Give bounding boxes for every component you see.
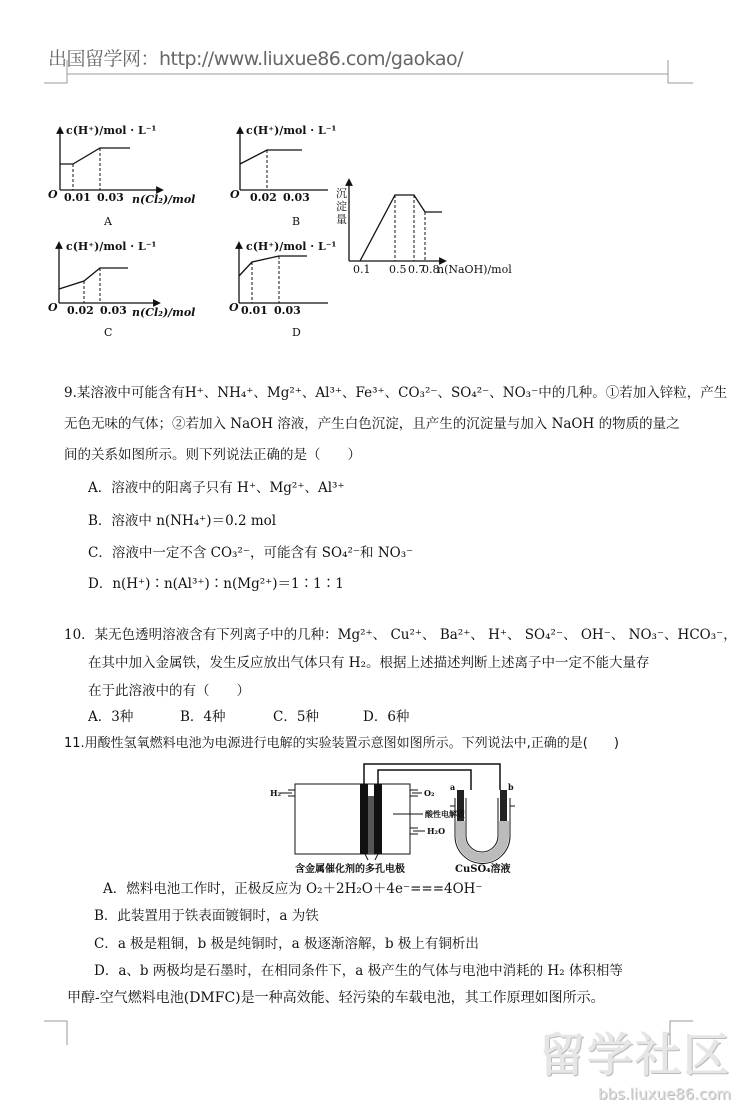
graph-c-caption: C [104,326,113,339]
graph-a-origin: O [48,188,58,201]
graph-d-y-label: c(H⁺)/mol · L⁻¹ [246,240,337,253]
graph-c-tick: 0.03 [100,304,127,317]
graph-c [59,245,157,303]
graph-a-x-label: n(Cl₂)/mol [132,193,196,206]
label-b: b [508,782,514,792]
q9-option-d: D．n(H⁺)∶n(Al³⁺)∶n(Mg²⁺)＝1∶1∶1 [88,576,344,592]
precip-x-label: n(NaOH)/mol [437,263,512,276]
precip-tick: 0.1 [353,263,371,276]
label-o2: O₂ [424,788,435,798]
graph-a-tick: 0.03 [97,191,124,204]
graph-a-caption: A [104,215,112,228]
graph-b-tick: 0.02 [250,191,277,204]
label-electrode: 含金属催化剂的多孔电极 [295,864,405,875]
q10-stem-line: 在其中加入金属铁，发生反应放出气体只有 H₂。根据上述描述判断上述离子中一定不能大量存 [88,655,650,671]
graph-d-origin: O [229,301,239,314]
q9-option-b: B．溶液中 n(NH₄⁺)＝0.2 mol [88,513,277,529]
label-a: a [450,782,456,792]
graph-a-y-label: c(H⁺)/mol · L⁻¹ [66,124,157,137]
precip-tick: 0.5 [389,263,407,276]
electrolysis-diagram [250,756,540,876]
graph-b-caption: B [292,215,301,228]
precip-y-label: 沉 [336,187,347,200]
label-h2: H₂ [270,788,282,798]
q10-option-a: A．3种 [88,709,134,725]
next-question-intro: 甲醇-空气燃料电池(DMFC)是一种高效能、轻污染的车载电池，其工作原理如图所示。 [67,990,605,1006]
graph-b-tick: 0.03 [283,191,310,204]
watermark-url: bbs.liuxue86.com [598,1085,731,1103]
q9-stem-line: 无色无味的气体；②若加入 NaOH 溶液，产生白色沉淀，且产生的沉淀量与加入 NaOH 的物质的量之 [64,416,680,432]
precip-y-label: 淀 [336,200,347,213]
q10-stem-line: 在于此溶液中的有（ ） [88,683,250,699]
q11-option-b: B．此装置用于铁表面镀铜时，a 为铁 [94,908,319,924]
graph-c-x-label: n(Cl₂)/mol [132,306,196,319]
precip-tick: 0.8 [422,263,440,276]
header-rule [44,60,693,83]
q11-option-d: D．a、b 两极均是石墨时，在相同条件下，a 极产生的气体与电池中消耗的 H₂ 体积相等 [94,963,623,979]
q9-stem-line: 9.某溶液中可能含有H⁺、NH₄⁺、Mg²⁺、Al³⁺、Fe³⁺、CO₃²⁻、SO₄²⁻、NO₃⁻中的几种。①若加入锌粒，产生 [64,385,728,401]
graph-d-tick: 0.03 [274,304,301,317]
header-site-link[interactable]: 出国留学网：http://www.liuxue86.com/gaokao/ [48,48,464,70]
graph-a-tick: 0.01 [64,191,91,204]
answer-graphs [0,100,737,350]
label-cuso4: CuSO₄溶液 [455,864,511,875]
q9-option-a: A．溶液中的阳离子只有 H⁺、Mg²⁺、Al³⁺ [88,480,345,496]
graph-d-tick: 0.01 [241,304,268,317]
watermark-logo [539,1019,731,1103]
q9-option-c: C．溶液中一定不含 CO₃²⁻，可能含有 SO₄²⁻和 NO₃⁻ [88,545,414,561]
graph-d [239,245,328,303]
q11-stem: 11.用酸性氢氧燃料电池为电源进行电解的实验装置示意图如图所示。下列说法中,正确的是( ) [64,736,619,751]
graph-precipitate [349,182,443,261]
precip-y-label: 量 [336,213,347,226]
q11-option-c: C．a 极是粗铜，b 极是纯铜时，a 极逐渐溶解，b 极上有铜析出 [94,936,479,952]
precip-tick: 0.7 [408,263,426,276]
graph-b-y-label: c(H⁺)/mol · L⁻¹ [246,124,337,137]
label-electrolyte: 酸性电解质 [425,809,465,819]
q10-option-c: C．5种 [273,709,319,725]
q10-option-b: B．4种 [180,709,226,725]
graph-c-y-label: c(H⁺)/mol · L⁻¹ [66,240,157,253]
graph-d-caption: D [292,326,301,339]
watermark-text: 留学社区 [539,1028,731,1082]
q10-stem-line: 10．某无色透明溶液含有下列离子中的几种：Mg²⁺、 Cu²⁺、 Ba²⁺、 H⁺、 SO₄²⁻、 OH⁻、 NO₃⁻、HCO₃⁻， [64,627,737,643]
graph-b [240,130,328,190]
graph-b-origin: O [230,188,240,201]
graph-c-tick: 0.02 [67,304,94,317]
q9-stem-line: 间的关系如图所示。则下列说法正确的是（ ） [64,447,361,463]
q10-option-d: D．6种 [363,709,410,725]
graph-a [60,130,160,190]
graph-c-origin: O [48,301,58,314]
q11-option-a: A．燃料电池工作时，正极反应为 O₂＋2H₂O＋4e⁻===4OH⁻ [103,881,483,897]
label-h2o: H₂O [427,826,446,836]
